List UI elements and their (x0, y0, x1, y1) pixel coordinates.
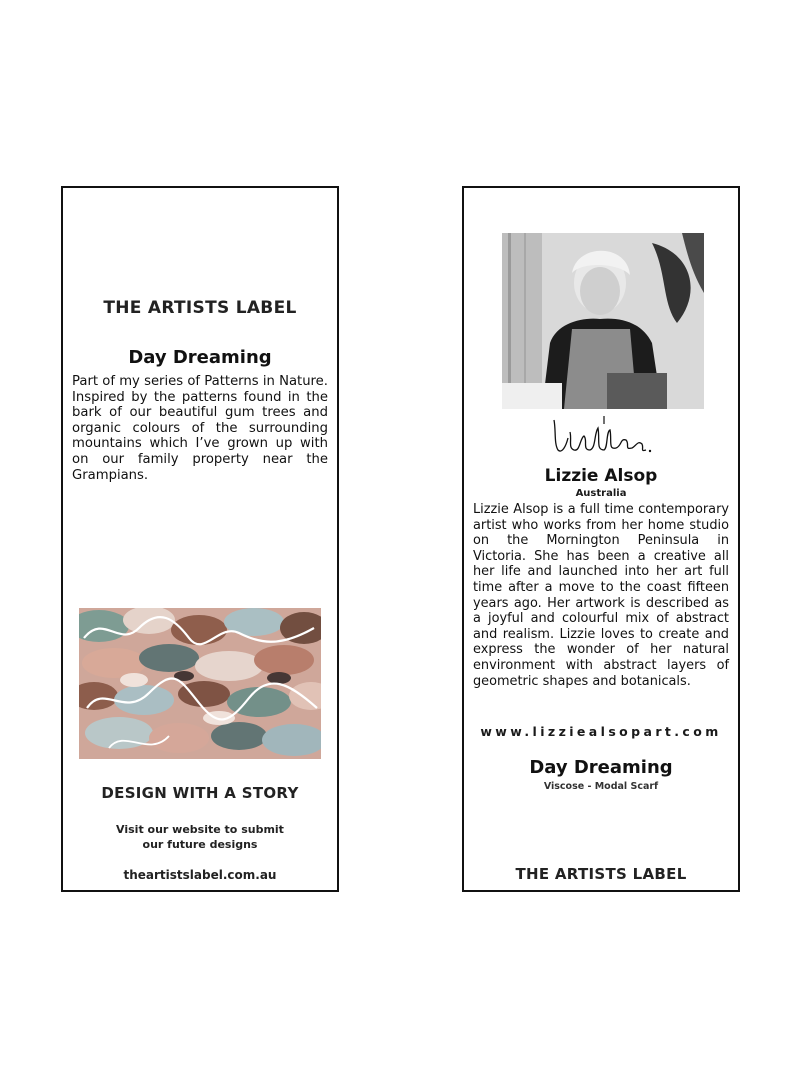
artist-bio: Lizzie Alsop is a full time contemporary artist who works from her home studio on the Mornington Peninsula in Victoria. She has been a creative all her life and launched into her art full time after a move to the coast fifteen years ago. Her artwork is described as a joyful and colourful mix of abstract and realism. Lizzie loves to create and express the wonder of her natural environment with abstract layers of geometric shapes and botanicals. (473, 502, 729, 689)
design-title: Day Dreaming (128, 347, 272, 368)
product-title: Day Dreaming (529, 757, 673, 778)
brand-footer: THE ARTISTS LABEL (515, 865, 687, 883)
tagline: DESIGN WITH A STORY (101, 784, 299, 802)
artwork-thumbnail (79, 608, 321, 759)
product-subtitle: Viscose - Modal Scarf (543, 781, 659, 792)
design-description: Part of my series of Patterns in Nature. Inspired by the patterns found in the bark of our beautiful gum trees and organic colours of the surrounding mountains which I’ve grown up with on our family property near the Grampians. (72, 374, 328, 483)
right-artist-card (462, 186, 740, 892)
artist-portrait (502, 233, 704, 409)
brand-title: THE ARTISTS LABEL (103, 298, 297, 318)
artist-name: Lizzie Alsop (544, 466, 658, 486)
artist-website-link[interactable]: www.lizziealsopart.com (480, 724, 722, 739)
left-label-card (61, 186, 339, 892)
artist-signature (546, 410, 656, 458)
cta-line-2: our future designs (142, 838, 258, 851)
brand-website-link[interactable]: theartistslabel.com.au (123, 868, 277, 882)
cta-line-1: Visit our website to submit (116, 823, 284, 836)
artist-country: Australia (575, 488, 627, 499)
